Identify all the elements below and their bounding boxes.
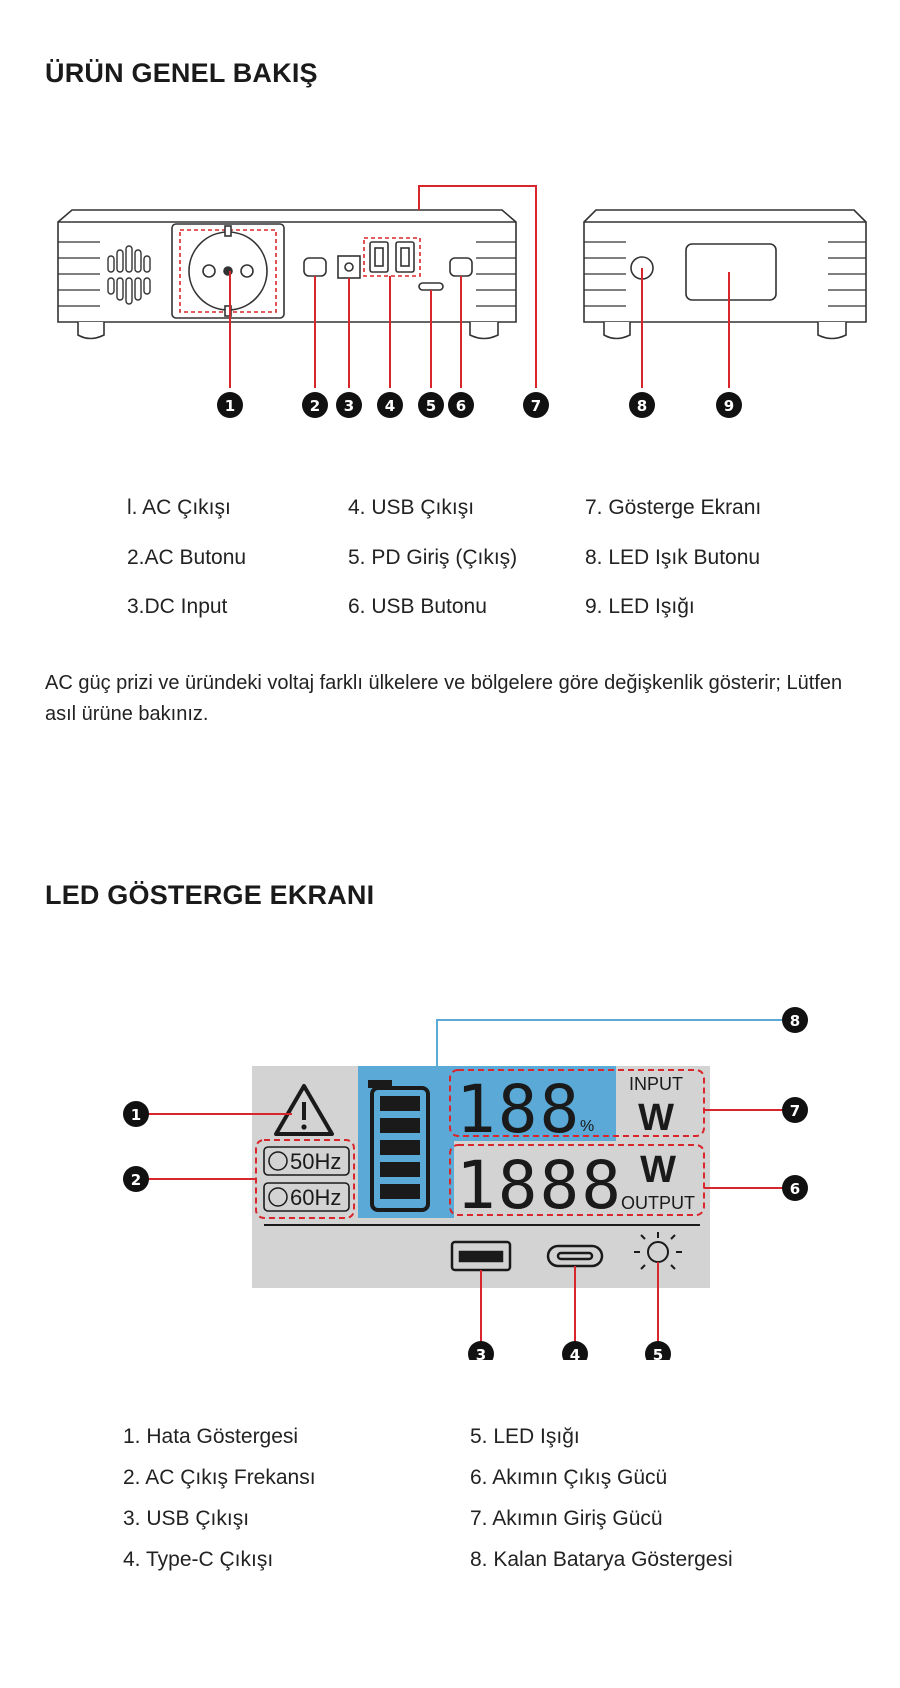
marker-2: 2 <box>130 1171 142 1189</box>
marker-4: 4 <box>384 397 396 415</box>
marker-1: 1 <box>130 1106 142 1124</box>
marker-7: 7 <box>530 397 542 415</box>
label-output-power: 6. Akımın Çıkış Gücü <box>470 1466 668 1489</box>
marker-6: 6 <box>789 1180 801 1198</box>
marker-3: 3 <box>475 1346 487 1360</box>
section2-markers <box>0 1000 900 1360</box>
marker-7: 7 <box>789 1102 801 1120</box>
label-dc-input: 3.DC Input <box>127 595 228 618</box>
output-digits: 1888 <box>456 1147 623 1224</box>
marker-8: 8 <box>789 1012 801 1030</box>
marker-5: 5 <box>425 397 437 415</box>
label-type-c-output: 4. Type-C Çıkışı <box>123 1548 274 1571</box>
freq-50hz: 50Hz <box>290 1149 342 1174</box>
label-ac-frequency: 2. AC Çıkış Frekansı <box>123 1466 316 1489</box>
marker-9: 9 <box>723 397 735 415</box>
label-display: 7. Gösterge Ekranı <box>585 496 762 519</box>
label-pd-input: 5. PD Giriş (Çıkış) <box>348 546 518 569</box>
device-front <box>58 210 516 339</box>
product-overview-diagram <box>0 170 900 410</box>
label-input-power: 7. Akımın Giriş Gücü <box>470 1507 663 1530</box>
output-label: OUTPUT <box>621 1193 695 1213</box>
marker-8: 8 <box>636 397 648 415</box>
output-unit: W <box>640 1149 676 1191</box>
label-led-light: 9. LED Işığı <box>585 595 695 618</box>
label-ac-button: 2.AC Butonu <box>127 546 247 569</box>
marker-2: 2 <box>309 397 321 415</box>
marker-6: 6 <box>455 397 467 415</box>
label-battery-remaining: 8. Kalan Batarya Göstergesi <box>470 1548 733 1571</box>
input-unit: W <box>638 1097 674 1139</box>
marker-4: 4 <box>569 1346 581 1360</box>
label-usb-output: 4. USB Çıkışı <box>348 496 475 519</box>
input-label: INPUT <box>629 1074 683 1094</box>
section1-title: ÜRÜN GENEL BAKIŞ <box>45 58 318 88</box>
battery-percent-digits: 188 <box>456 1071 582 1148</box>
device-rear <box>584 210 866 339</box>
label-error-indicator: 1. Hata Göstergesi <box>123 1425 299 1448</box>
label-usb-output-2: 3. USB Çıkışı <box>123 1507 250 1530</box>
marker-5: 5 <box>652 1346 664 1360</box>
percent-sign: % <box>580 1118 595 1135</box>
marker-1: 1 <box>224 397 236 415</box>
section1-markers <box>0 385 900 425</box>
label-led-light-2: 5. LED Işığı <box>470 1425 580 1448</box>
label-usb-button: 6. USB Butonu <box>348 595 487 618</box>
label-led-button: 8. LED Işık Butonu <box>585 546 761 569</box>
voltage-note: AC güç prizi ve üründeki voltaj farklı ülkelere ve bölgelere göre değişkenlik gösterir; Lütfen asıl ürüne bakınız. <box>45 672 843 725</box>
marker-3: 3 <box>343 397 355 415</box>
label-ac-output: l. AC Çıkışı <box>127 496 231 519</box>
freq-60hz: 60Hz <box>290 1185 342 1210</box>
section2-title: LED GÖSTERGE EKRANI <box>45 880 375 910</box>
